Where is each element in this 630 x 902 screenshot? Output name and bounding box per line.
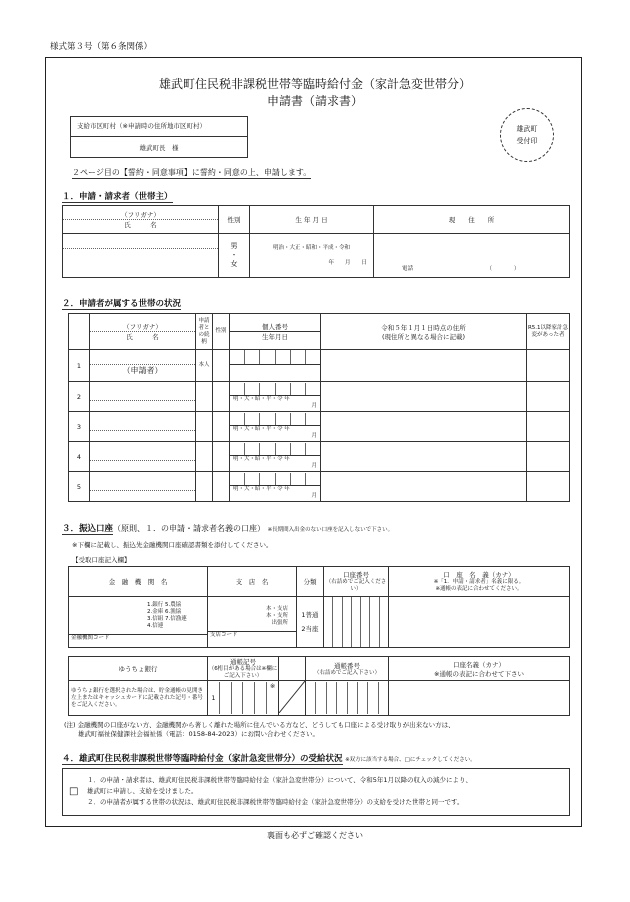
r5-change-cell[interactable] (527, 382, 570, 412)
applicant-name-header: （フリガナ） 氏 名 (63, 206, 219, 234)
tsucho-number-header: 通帳番号 （右詰めでご記入下さい） (306, 657, 389, 681)
row-number: 5 (69, 472, 90, 502)
member-name-cell[interactable] (90, 382, 196, 412)
address-cell[interactable]: 電話 （ ） (374, 234, 570, 278)
address-header: 現 住 所 (374, 206, 570, 234)
stamp-line2: 受付印 (516, 137, 538, 145)
receipt-text: １．の申請・請求者は、雄武町住民税非課税世帯等臨時給付金（家計急変世帯分）について、令和5年1月以降の収入の減少により、 雄武町に申請し、支給を受けました。 ２．の申請者が属する世帯の状況は、雄武町住民税非課税世帯等臨時給付金（家計急変世帯分）の支給を受けた世帯と同一です。 (87, 776, 473, 806)
yucho-description: ゆうちょ銀行を選択された場合は、貯金通帳の見開き左上またはキャッシュカードに記載された記号・番号をご記入ください。 (69, 681, 208, 716)
account-holder-header: 口 座 名 義（カナ） ※「1．申請・請求者」名義に限る。 ※通帳の表記に合わせてください。 (389, 567, 570, 597)
r5-address-cell[interactable] (321, 382, 527, 412)
relation-cell[interactable] (196, 382, 213, 412)
r5-change-cell[interactable] (527, 412, 570, 442)
member-gender-cell[interactable] (213, 382, 230, 412)
form-subtitle: 申請書（請求書） (266, 94, 363, 108)
bank-name-cell[interactable]: 1.銀行 5.農協 2.金庫 6.漁協 3.信組 7.信漁連 4.信連 金融機関コード (69, 597, 208, 648)
personal-number-cell[interactable] (230, 350, 321, 382)
section4-title: ４．雄武町住民税非課税世帯等臨時給付金（家計急変世帯分）の受給状況 ※双方に該当する場合、□にチェックしてください。 (62, 754, 476, 764)
r5-address-cell[interactable] (321, 442, 527, 472)
reception-stamp (500, 108, 554, 162)
form-title: 雄武町住民税非課税世帯等臨時給付金（家計急変世帯分） (158, 77, 471, 91)
relation-cell[interactable] (196, 442, 213, 472)
account-number-header: 口座番号 （右詰めでご記入ください） (324, 567, 389, 597)
form-number: 様式第３号（第６条関係） (50, 42, 153, 52)
r5-address-cell[interactable] (321, 412, 527, 442)
household-table (68, 313, 570, 502)
tsucho-kigo-cell[interactable]: 1 ※ (208, 681, 279, 716)
personal-number-header: 個人番号 生年月日 (230, 314, 321, 350)
relation-cell: 本人 (196, 350, 213, 382)
personal-number-cell[interactable]: 明・大・昭・平・令 年 月 (230, 382, 321, 412)
tsucho-number-cell[interactable] (306, 681, 389, 716)
row-number: 4 (69, 442, 90, 472)
relation-header: 申請者との続柄 (196, 314, 213, 350)
intro-text: ２ページ目の【誓約・同意事項】に誓約・同意の上、申請します。 (72, 168, 312, 177)
destination-box (70, 116, 248, 158)
r5-address-cell[interactable] (321, 472, 527, 502)
gender-cell[interactable]: 男 ・ 女 (219, 234, 250, 278)
bank-account-table (68, 566, 570, 648)
yucho-diagonal-cell (279, 681, 306, 716)
relation-cell[interactable] (196, 472, 213, 502)
tsucho-kigo-header: 通帳記号 （6桁目がある場合は※欄にご記入下さい） (208, 658, 278, 679)
section1-title: １．申請・請求者（世帯主） (62, 192, 173, 202)
relation-cell[interactable] (196, 412, 213, 442)
member-name-cell[interactable] (90, 472, 196, 502)
yucho-table (68, 656, 570, 716)
applicant-name-cell[interactable] (63, 234, 219, 278)
member-gender-cell[interactable] (213, 472, 230, 502)
applicant-table (62, 205, 570, 278)
receipt-status-box (62, 768, 570, 816)
yucho-holder-cell[interactable] (389, 681, 570, 716)
row-number: 1 (69, 350, 90, 382)
member-gender-cell[interactable] (213, 350, 230, 382)
account-holder-cell[interactable] (389, 597, 570, 648)
member-name-cell[interactable] (90, 412, 196, 442)
destination-value: 雄武町長 様 (139, 144, 179, 152)
r5-change-header: R5.1以降家計急変があった者 (527, 314, 570, 350)
personal-number-cell[interactable]: 明・大・昭・平・令 年 月 (230, 412, 321, 442)
stamp-line1: 雄武町 (516, 125, 538, 133)
diagonal-line (279, 681, 305, 713)
row-number: 2 (69, 382, 90, 412)
section3-note: ※下欄に記載し、振込先金融機関口座確認書類を添付してください。 (72, 541, 273, 549)
dob-cell[interactable]: 明治・大正・昭和・平成・令和 年 月 日 (250, 234, 374, 278)
bank-box-label: 【受取口座記入欄】 (72, 556, 131, 564)
r5-address-cell[interactable] (321, 350, 527, 382)
destination-label: 支給市区町村（※申請時の住所地市区町村） (71, 117, 247, 137)
section2-title: ２．申請者が属する世帯の状況 (62, 299, 182, 309)
r5-change-cell[interactable] (527, 350, 570, 382)
member-gender-cell[interactable] (213, 442, 230, 472)
gender-header: 性別 (219, 206, 250, 234)
member-name-cell[interactable]: （申請者） (90, 350, 196, 382)
bank-name-header: 金 融 機 関 名 (69, 567, 208, 597)
r5-change-cell[interactable] (527, 442, 570, 472)
r5-change-cell[interactable] (527, 472, 570, 502)
account-kind-header: 分類 (297, 567, 324, 597)
dob-header: 生 年 月 日 (250, 206, 374, 234)
member-name-cell[interactable] (90, 442, 196, 472)
personal-number-cell[interactable]: 明・大・昭・平・令 年 月 (230, 442, 321, 472)
footer-note: 裏面も必ずご確認ください (267, 831, 363, 840)
account-number-cell[interactable] (324, 597, 389, 648)
member-name-header: （フリガナ） 氏 名 (90, 314, 196, 350)
member-gender-cell[interactable] (213, 412, 230, 442)
member-gender-header: 性別 (213, 314, 230, 350)
account-kind-cell[interactable]: 1普通 2当座 (297, 597, 324, 648)
branch-name-header: 支 店 名 (208, 567, 297, 597)
yucho-header: ゆうちょ銀行 (69, 657, 208, 681)
row-number: 3 (69, 412, 90, 442)
receipt-checkbox[interactable]: □ (69, 786, 79, 797)
branch-name-cell[interactable]: 本・支店 本・支所 出張所 支店コード (208, 597, 297, 648)
section3-title: ３．振込口座（原則、１．の申請・請求者名義の口座） ※長期間入出金のない口座を記入しないで下さい。 (62, 524, 394, 534)
footnote: (注) 金融機関の口座がない方、金融機関から著しく離れた場所に住んでいる方など、どうしても口座による受け取りが出来ない方は、 雄武町福祉保健課社会福祉係（電話：0158-84-2023）にお問い合わせください。 (64, 721, 455, 738)
personal-number-cell[interactable]: 明・大・昭・平・令 年 月 (230, 472, 321, 502)
yucho-holder-header: 口座名義（カナ） ※通帳の表記に合わせて下さい (389, 657, 570, 681)
r5-address-header: 令和５年１月１日時点の住所 (現住所と異なる場合に記載) (321, 314, 527, 350)
